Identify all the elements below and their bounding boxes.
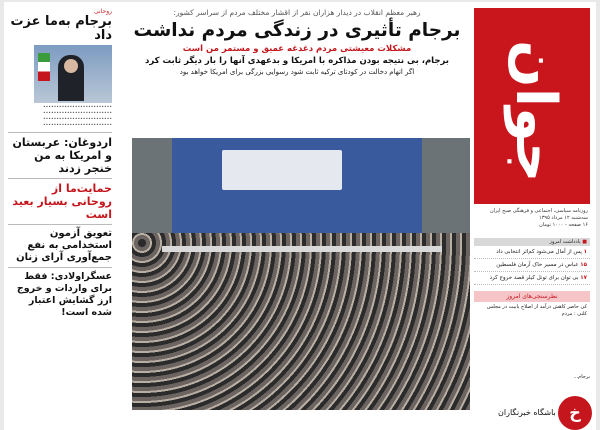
list-item[interactable]: [474, 272, 590, 285]
crowd: [132, 233, 470, 410]
main-headline: برجام تأثیری در زندگی مردم نداشت: [133, 20, 461, 41]
masthead-line-2: سه‌شنبه ۱۲ مرداد ۱۳۹۵: [539, 215, 588, 221]
masthead-line-3: ۱۶ صفحه - ۱۰۰۰ تومان: [539, 222, 588, 228]
divider: [8, 267, 112, 268]
left-headline-2: اردوغان: عربستان و امریکا به من خنجر زدند: [12, 136, 112, 175]
watermark-logo-icon: خ: [558, 396, 592, 430]
main-subhead-2: برجام، بی نتیجه بودن مذاکره با امریکا و بدعهدی آنها را بار دیگر ثابت کرد: [145, 56, 449, 66]
calligraphy-banner: [222, 150, 342, 190]
section-bar: [474, 238, 590, 246]
list-item[interactable]: [474, 259, 590, 272]
divider: [8, 132, 112, 133]
bullet-icon: ■: [580, 239, 587, 245]
main-kicker: رهبر معظم انقلاب در دیدار هزاران نفر از اقشار مختلف مردم از سراسر کشور:: [173, 8, 421, 17]
list-item[interactable]: [474, 246, 590, 259]
left-headline-3: حمایت‌ما از روحانی بسیار بعید است: [12, 182, 112, 221]
poll-bar: نظرسنجی‌های امروز: [474, 291, 590, 302]
left-headline-5: عسگراولادی: فقط برای واردات و خروج ارز گشایش اعتبار شده است!: [16, 271, 112, 318]
item-number: ۱۵: [580, 262, 587, 268]
masthead-line-1: روزنامه سیاسی، اجتماعی و فرهنگی صبح ایران: [489, 208, 588, 214]
poll-box: [474, 291, 590, 320]
right-column: [474, 238, 590, 320]
main-photo: [132, 138, 470, 410]
person-face: [64, 59, 78, 73]
masthead: [474, 8, 590, 204]
left-column: [8, 8, 112, 418]
item-number: ۱: [583, 249, 587, 255]
left-body-text-1: •••••••••••••••••••••••••• •••••••••••••••••••••••••• •••••••••••••••••••••••••• ••••••••••••••••••••••••••: [42, 105, 112, 128]
main-subhead-3: اگر اتهام دخالت در کودتای ترکیه ثابت شود رسوایی بزرگی برای امریکا خواهد بود: [179, 68, 415, 76]
section-bar-label: یادداشت امروز: [549, 239, 581, 245]
main-subhead-red: مشکلات معیشتی مردم دغدغه عمیق و مستمر من است: [182, 44, 412, 54]
item-text: عباس در مسیر خاک آرمان فلسطین: [496, 262, 579, 268]
main-story: [122, 8, 472, 76]
stage-rail: [162, 246, 442, 252]
watermark-label: باشگاه خبرنگاران: [498, 408, 556, 417]
bottom-ticker: برجام...: [573, 374, 590, 380]
item-number: ۱۷: [580, 275, 587, 281]
rouhani-photo: [34, 45, 112, 103]
left-headline-1: برجام به‌ما عزت داد: [10, 14, 112, 43]
masthead-logo: جوان: [503, 39, 568, 183]
left-headline-4: تعویق آزمون استخدامی به نفع جمع‌آوری آرای زنان: [16, 228, 112, 263]
item-text: پس از آمال می‌شود کم‌اثر انتخابی داد: [496, 249, 582, 255]
poll-text: کی حاضر کاهش درآمد از اصلاح یابیت در مجلس کلنی : مردم: [486, 304, 587, 317]
newspaper-page: [4, 2, 596, 430]
item-text: بی توان برای تونل کیلر قصد خروج کرد: [489, 275, 579, 281]
left-tag: روحانی: [93, 8, 112, 15]
divider: [8, 224, 112, 225]
masthead-info: [474, 206, 590, 231]
flag-image: [38, 53, 50, 81]
divider: [8, 178, 112, 179]
